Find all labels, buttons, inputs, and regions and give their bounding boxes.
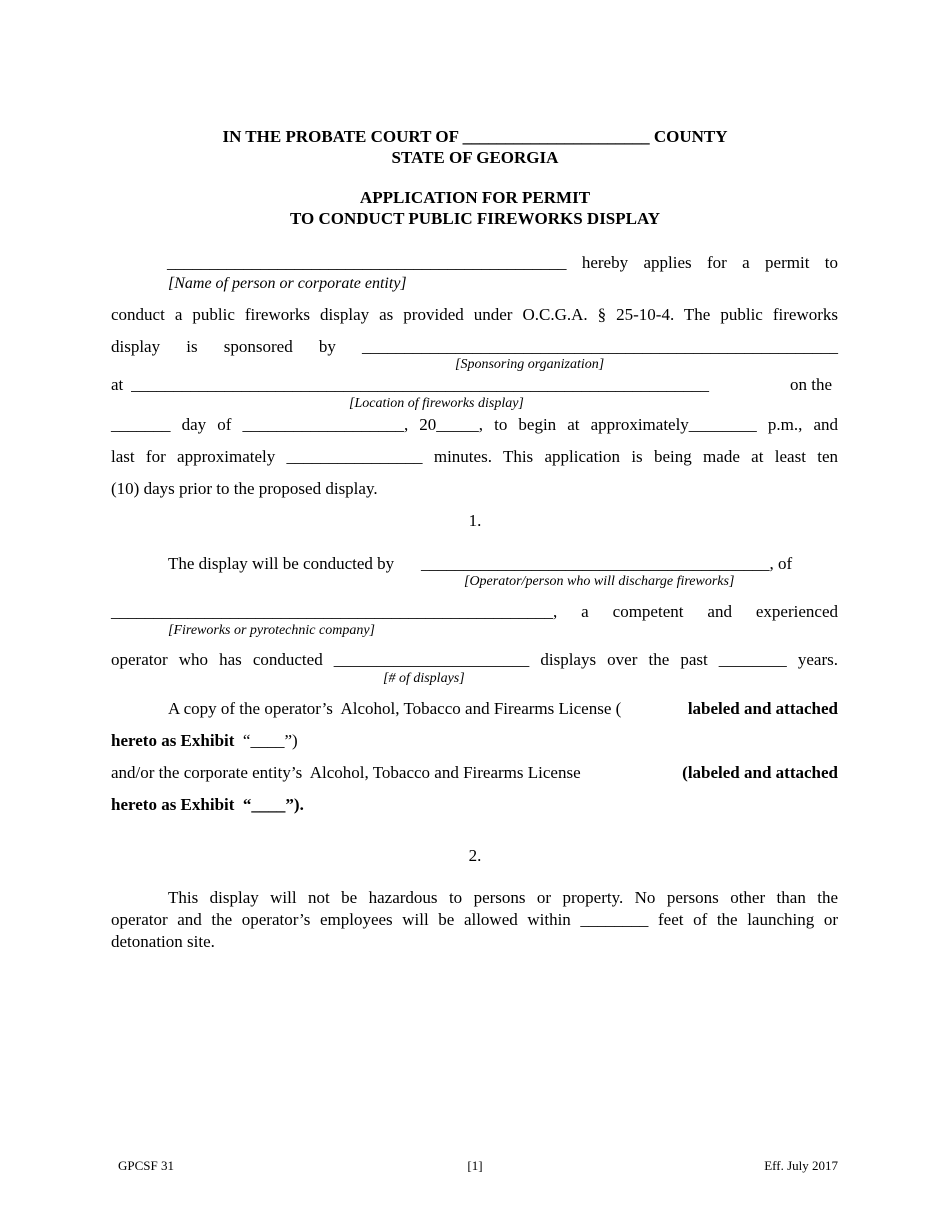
section-1-number: 1. xyxy=(468,511,482,530)
prior-notice-line: (10) days prior to the proposed display. xyxy=(111,479,378,498)
court-heading: IN THE PROBATE COURT OF ______________________ COUNTY xyxy=(222,127,728,146)
hazard-line-3: detonation site. xyxy=(111,932,215,951)
conducted-by-blank: _________________________________________, of xyxy=(421,554,793,573)
conducted-by-text: The display will be conducted by xyxy=(168,554,395,573)
footer-page-number: [1] xyxy=(467,1158,483,1173)
license-copy-text: A copy of the operator’s Alcohol, Tobacco and Firearms License ( xyxy=(168,699,622,718)
footer-form-id: GPCSF 31 xyxy=(118,1158,174,1173)
corporate-license-text: and/or the corporate entity’s Alcohol, Tobacco and Firearms License xyxy=(111,763,585,782)
labeled-attached-1: labeled and attached xyxy=(687,699,838,718)
applicant-line: _______________________________________________ hereby applies for a permit to xyxy=(167,253,838,272)
state-heading: STATE OF GEORGIA xyxy=(391,148,559,167)
displays-caption: [# of displays] xyxy=(383,671,465,686)
location-caption: [Location of fireworks display] xyxy=(349,396,524,411)
company-line: ____________________________________________________, a competent and experienced xyxy=(111,602,838,621)
footer-effective-date: Eff. July 2017 xyxy=(764,1158,838,1173)
labeled-attached-2: (labeled and attached xyxy=(682,763,838,782)
corporate-license-line xyxy=(111,763,838,783)
form-title-line2: TO CONDUCT PUBLIC FIREWORKS DISPLAY xyxy=(290,209,660,228)
hazard-line-2: operator and the operator’s employees will be allowed within ________ feet of the launching or xyxy=(111,910,838,929)
exhibit-line-2 xyxy=(111,795,304,815)
company-caption: [Fireworks or pyrotechnic company] xyxy=(168,623,375,638)
applicant-name-caption: [Name of person or corporate entity] xyxy=(168,275,407,292)
intro-line-2: conduct a public fireworks display as provided under O.C.G.A. § 25-10-4. The public fireworks xyxy=(111,305,838,324)
exhibit-label-2: hereto as Exhibit xyxy=(111,795,235,814)
exhibit-blank-2: “____”). xyxy=(234,795,304,814)
license-copy-line xyxy=(168,699,838,719)
sponsor-line: display is sponsored by ________________________________________________________ xyxy=(111,337,838,356)
exhibit-line-1 xyxy=(111,731,298,751)
duration-line: last for approximately ________________ minutes. This application is being made at least ten xyxy=(111,447,838,466)
hazard-line-1: This display will not be hazardous to persons or property. No persons other than the xyxy=(168,888,838,907)
form-title-line1: APPLICATION FOR PERMIT xyxy=(359,188,591,207)
section-2-number: 2. xyxy=(468,846,482,865)
location-on-the: on the xyxy=(790,375,833,394)
sponsor-caption: [Sponsoring organization] xyxy=(455,357,605,372)
displays-line: operator who has conducted _______________________ displays over the past ________ years. xyxy=(111,650,838,669)
exhibit-blank-1: “____”) xyxy=(234,731,298,750)
exhibit-label-1: hereto as Exhibit xyxy=(111,731,235,750)
operator-caption: [Operator/person who will discharge fireworks] xyxy=(464,574,735,589)
location-at: at xyxy=(111,375,124,394)
location-blank: ____________________________________________________________________ xyxy=(131,375,709,394)
date-time-line: _______ day of ___________________, 20_____, to begin at approximately________ p.m., and xyxy=(111,415,838,434)
